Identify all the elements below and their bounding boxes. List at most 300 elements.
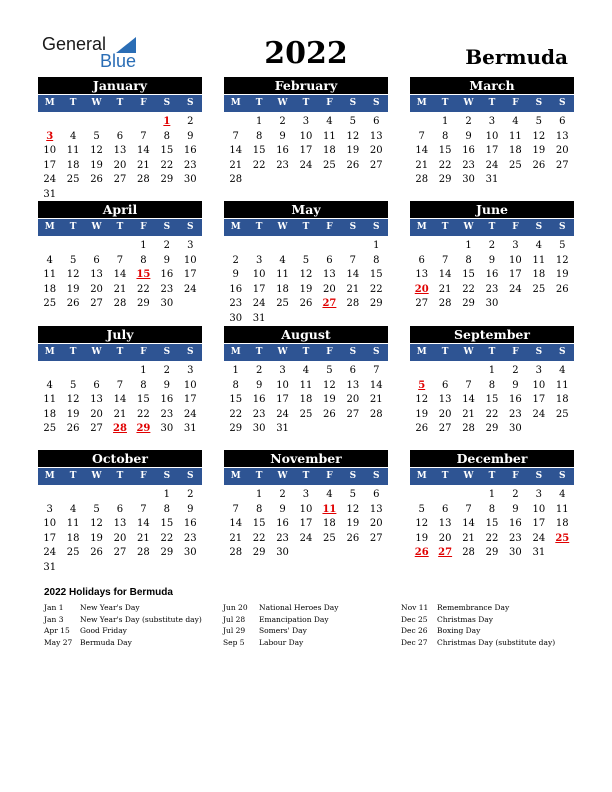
day-cell: 21 bbox=[462, 532, 475, 544]
day-cell: 12 bbox=[555, 254, 569, 266]
weekday-label: S bbox=[535, 347, 543, 357]
month-title: May bbox=[224, 201, 388, 218]
day-cell: 7 bbox=[116, 254, 124, 266]
day-cell: 19 bbox=[415, 532, 429, 544]
day-cell: 10 bbox=[252, 269, 266, 280]
weekday-label: F bbox=[140, 471, 147, 481]
day-cell bbox=[341, 173, 364, 188]
day-cell: 22 bbox=[229, 408, 243, 420]
day-cell: 10 bbox=[485, 130, 499, 142]
day-cell: 17 bbox=[485, 145, 499, 156]
day-cell bbox=[433, 239, 456, 254]
weekday-label: S bbox=[163, 471, 171, 481]
day-cell: 2 bbox=[187, 116, 194, 127]
weekday-label: T bbox=[302, 222, 310, 232]
day-cell: 22 bbox=[137, 283, 150, 295]
weekday-label: S bbox=[372, 98, 380, 108]
day-cell: 17 bbox=[276, 394, 289, 405]
day-cell: 11 bbox=[555, 503, 569, 515]
day-cell: 16 bbox=[183, 518, 197, 529]
day-cell: 17 bbox=[509, 269, 522, 280]
day-cell: 3 bbox=[279, 365, 286, 376]
month-october bbox=[38, 450, 202, 575]
day-cell: 27 bbox=[322, 298, 337, 309]
day-cell: 17 bbox=[43, 532, 57, 544]
weekday-label: T bbox=[441, 347, 449, 357]
day-cell: 14 bbox=[113, 394, 127, 405]
day-cell: 4 bbox=[326, 116, 333, 127]
weekday-label: W bbox=[463, 471, 474, 481]
day-cell: 8 bbox=[163, 503, 171, 515]
day-cell: 3 bbox=[535, 365, 543, 376]
holiday-row bbox=[44, 625, 224, 637]
day-cell bbox=[155, 188, 178, 203]
day-cell: 29 bbox=[369, 298, 383, 309]
day-cell: 15 bbox=[229, 394, 243, 405]
day-cell: 22 bbox=[252, 159, 266, 171]
holiday-date: Jan 3 bbox=[44, 614, 64, 624]
day-cell: 19 bbox=[66, 408, 80, 420]
day-cell: 27 bbox=[415, 298, 429, 309]
day-cell: 28 bbox=[113, 298, 127, 309]
day-cell: 8 bbox=[140, 254, 147, 266]
weekday-label: M bbox=[416, 98, 427, 108]
logo-text-blue: Blue bbox=[100, 51, 137, 71]
day-cell: 20 bbox=[369, 518, 383, 529]
day-cell: 10 bbox=[183, 379, 197, 391]
day-cell: 24 bbox=[183, 283, 197, 295]
day-cell: 6 bbox=[441, 379, 449, 391]
day-cell: 20 bbox=[438, 532, 452, 544]
day-cell: 29 bbox=[438, 174, 452, 185]
day-cell: 26 bbox=[90, 547, 103, 558]
day-cell: 15 bbox=[462, 269, 475, 280]
day-cell: 24 bbox=[183, 408, 197, 420]
weekday-label: T bbox=[302, 98, 310, 108]
month-title: December bbox=[410, 450, 574, 467]
day-cell: 20 bbox=[90, 283, 103, 295]
holidays-column bbox=[401, 602, 581, 648]
day-cell: 24 bbox=[276, 408, 289, 420]
day-grid bbox=[410, 488, 574, 561]
day-cell: 27 bbox=[90, 298, 103, 309]
weekday-label: F bbox=[326, 347, 333, 357]
day-cell: 26 bbox=[323, 408, 336, 420]
day-cell bbox=[410, 364, 433, 379]
day-cell: 25 bbox=[532, 283, 546, 295]
day-cell: 17 bbox=[183, 269, 197, 280]
day-cell: 22 bbox=[462, 283, 475, 295]
day-cell: 9 bbox=[163, 379, 171, 391]
day-cell: 14 bbox=[229, 518, 243, 529]
month-title: November bbox=[224, 450, 388, 467]
weekday-label: M bbox=[230, 98, 241, 108]
weekday-label: F bbox=[140, 98, 147, 108]
day-cell bbox=[132, 488, 155, 503]
weekday-header bbox=[410, 468, 574, 485]
month-december bbox=[410, 450, 574, 561]
weekday-label: W bbox=[277, 98, 288, 108]
day-cell: 15 bbox=[438, 145, 452, 156]
day-cell: 15 bbox=[136, 269, 151, 280]
day-cell: 19 bbox=[299, 283, 313, 295]
day-cell: 9 bbox=[512, 503, 519, 515]
day-cell: 7 bbox=[140, 503, 147, 515]
day-cell: 7 bbox=[232, 503, 239, 515]
holiday-name: Good Friday bbox=[80, 626, 127, 635]
day-cell: 14 bbox=[369, 379, 383, 391]
day-cell: 27 bbox=[113, 174, 127, 185]
holiday-date: Dec 27 bbox=[401, 637, 428, 647]
day-cell bbox=[551, 422, 574, 437]
day-cell: 4 bbox=[559, 489, 566, 500]
day-cell: 28 bbox=[346, 298, 360, 309]
month-july bbox=[38, 326, 202, 437]
day-cell: 21 bbox=[346, 283, 360, 295]
day-cell bbox=[433, 364, 456, 379]
day-cell: 31 bbox=[532, 547, 546, 558]
day-cell: 4 bbox=[69, 130, 77, 142]
weekday-header bbox=[38, 468, 202, 485]
day-cell: 6 bbox=[441, 503, 449, 515]
day-cell: 26 bbox=[415, 423, 429, 434]
day-cell: 18 bbox=[66, 532, 80, 544]
weekday-label: S bbox=[349, 471, 357, 481]
weekday-label: F bbox=[140, 347, 147, 357]
day-cell bbox=[38, 115, 61, 130]
weekday-header bbox=[224, 468, 388, 485]
day-cell bbox=[108, 115, 131, 130]
day-cell bbox=[224, 239, 247, 254]
day-cell: 9 bbox=[163, 254, 171, 266]
day-grid bbox=[410, 239, 574, 312]
day-cell: 13 bbox=[90, 269, 103, 280]
weekday-label: T bbox=[116, 98, 124, 108]
day-cell: 18 bbox=[323, 518, 336, 529]
day-cell bbox=[61, 239, 84, 254]
day-cell: 19 bbox=[415, 408, 429, 420]
day-cell: 28 bbox=[229, 174, 243, 185]
day-cell: 20 bbox=[90, 408, 103, 420]
day-cell: 20 bbox=[555, 145, 569, 156]
day-cell: 5 bbox=[349, 489, 357, 500]
day-cell: 31 bbox=[252, 312, 266, 324]
weekday-label: T bbox=[116, 222, 124, 232]
weekday-label: T bbox=[69, 98, 77, 108]
day-cell bbox=[318, 312, 341, 327]
weekday-label: T bbox=[488, 98, 496, 108]
weekday-label: W bbox=[277, 222, 288, 232]
day-cell: 29 bbox=[160, 547, 174, 558]
day-cell: 24 bbox=[252, 298, 266, 309]
day-cell: 27 bbox=[555, 159, 569, 171]
day-cell: 4 bbox=[69, 503, 77, 515]
weekday-label: S bbox=[349, 98, 357, 108]
day-cell: 11 bbox=[43, 394, 57, 405]
weekday-label: M bbox=[230, 471, 241, 481]
day-cell bbox=[318, 239, 341, 254]
day-cell bbox=[527, 173, 550, 188]
logo-text-general: General bbox=[42, 34, 107, 54]
day-cell bbox=[224, 488, 247, 503]
day-cell: 3 bbox=[187, 365, 194, 376]
day-cell bbox=[551, 173, 574, 188]
day-cell: 4 bbox=[46, 379, 53, 391]
month-february bbox=[224, 77, 388, 188]
holiday-row bbox=[401, 602, 581, 614]
weekday-label: F bbox=[512, 98, 519, 108]
weekday-label: F bbox=[326, 98, 333, 108]
day-cell: 28 bbox=[113, 423, 127, 434]
day-cell: 7 bbox=[465, 379, 472, 391]
weekday-label: T bbox=[441, 471, 449, 481]
day-cell bbox=[108, 239, 131, 254]
weekday-label: F bbox=[140, 222, 147, 232]
day-cell: 28 bbox=[229, 547, 243, 558]
month-august bbox=[224, 326, 388, 437]
weekday-label: W bbox=[277, 347, 288, 357]
weekday-label: M bbox=[416, 347, 427, 357]
holiday-row bbox=[223, 614, 403, 626]
day-cell bbox=[318, 173, 341, 188]
day-cell: 24 bbox=[532, 532, 546, 544]
day-cell bbox=[294, 239, 317, 254]
month-title: March bbox=[410, 77, 574, 94]
day-cell: 9 bbox=[488, 254, 496, 266]
day-cell: 20 bbox=[113, 532, 127, 544]
day-cell: 31 bbox=[276, 423, 289, 434]
weekday-label: S bbox=[163, 222, 171, 232]
day-grid bbox=[224, 115, 388, 188]
day-cell bbox=[504, 297, 527, 312]
weekday-label: T bbox=[441, 222, 449, 232]
day-cell: 1 bbox=[465, 240, 472, 251]
day-cell: 25 bbox=[43, 298, 57, 309]
day-cell: 11 bbox=[322, 503, 337, 515]
holiday-name: Bermuda Day bbox=[80, 637, 132, 647]
day-cell: 30 bbox=[509, 547, 522, 558]
day-cell bbox=[247, 173, 270, 188]
day-cell: 22 bbox=[160, 159, 174, 171]
day-cell bbox=[179, 297, 202, 312]
day-cell: 16 bbox=[160, 269, 174, 280]
day-cell: 4 bbox=[559, 365, 566, 376]
day-cell: 11 bbox=[509, 130, 522, 142]
holiday-name: Boxing Day bbox=[437, 626, 481, 635]
day-cell: 25 bbox=[66, 547, 80, 558]
day-cell: 22 bbox=[369, 283, 383, 295]
day-cell bbox=[85, 561, 108, 576]
day-cell bbox=[271, 312, 294, 327]
weekday-label: S bbox=[372, 347, 380, 357]
holiday-row bbox=[401, 637, 581, 649]
day-grid bbox=[38, 115, 202, 202]
weekday-header bbox=[38, 344, 202, 361]
day-cell: 22 bbox=[252, 532, 266, 544]
day-cell: 19 bbox=[66, 283, 80, 295]
day-cell: 3 bbox=[302, 116, 310, 127]
day-cell: 18 bbox=[555, 518, 569, 529]
weekday-label: M bbox=[416, 471, 427, 481]
day-cell: 31 bbox=[485, 174, 499, 185]
day-cell: 10 bbox=[509, 254, 522, 266]
weekday-label: W bbox=[463, 222, 474, 232]
holiday-row bbox=[44, 602, 224, 614]
weekday-header bbox=[410, 95, 574, 112]
weekday-label: M bbox=[416, 222, 427, 232]
day-cell: 1 bbox=[163, 116, 171, 127]
day-cell bbox=[341, 546, 364, 561]
day-cell: 21 bbox=[438, 283, 452, 295]
holiday-date: Dec 25 bbox=[401, 614, 428, 624]
day-cell: 12 bbox=[299, 269, 313, 280]
day-cell: 5 bbox=[93, 503, 100, 515]
day-cell: 22 bbox=[485, 532, 499, 544]
month-may bbox=[224, 201, 388, 326]
day-cell: 18 bbox=[555, 394, 569, 405]
month-title: February bbox=[224, 77, 388, 94]
day-cell: 26 bbox=[346, 159, 360, 171]
day-cell: 2 bbox=[512, 489, 519, 500]
holidays-column bbox=[223, 602, 403, 648]
day-cell: 23 bbox=[183, 532, 197, 544]
day-cell: 11 bbox=[276, 269, 289, 280]
day-cell: 5 bbox=[69, 254, 77, 266]
day-cell: 3 bbox=[535, 489, 543, 500]
day-cell: 21 bbox=[137, 532, 150, 544]
day-cell bbox=[179, 561, 202, 576]
day-cell: 9 bbox=[255, 379, 263, 391]
day-cell bbox=[504, 173, 527, 188]
holidays-title: 2022 Holidays for Bermuda bbox=[44, 587, 173, 598]
day-cell: 19 bbox=[555, 269, 569, 280]
weekday-label: F bbox=[326, 471, 333, 481]
day-cell: 16 bbox=[509, 518, 522, 529]
day-cell: 19 bbox=[346, 518, 360, 529]
day-cell: 25 bbox=[43, 423, 57, 434]
weekday-label: W bbox=[91, 471, 102, 481]
day-cell: 3 bbox=[488, 116, 496, 127]
day-cell: 23 bbox=[509, 408, 522, 420]
day-cell: 16 bbox=[160, 394, 174, 405]
holiday-date: May 27 bbox=[44, 637, 73, 647]
day-cell: 29 bbox=[462, 298, 475, 309]
day-cell: 5 bbox=[326, 365, 333, 376]
weekday-header bbox=[410, 219, 574, 236]
holiday-name: Christmas Day (substitute day) bbox=[437, 637, 556, 647]
weekday-label: T bbox=[302, 471, 310, 481]
day-cell: 25 bbox=[323, 159, 336, 171]
month-title: September bbox=[410, 326, 574, 343]
day-cell bbox=[61, 115, 84, 130]
day-cell bbox=[85, 115, 108, 130]
day-cell: 27 bbox=[90, 423, 103, 434]
day-cell: 10 bbox=[276, 379, 289, 391]
weekday-label: W bbox=[91, 98, 102, 108]
day-cell: 9 bbox=[465, 130, 472, 142]
day-cell: 30 bbox=[276, 547, 289, 558]
weekday-label: T bbox=[69, 222, 77, 232]
day-cell: 31 bbox=[43, 561, 57, 573]
day-cell: 1 bbox=[255, 116, 263, 127]
day-cell: 3 bbox=[302, 489, 310, 500]
day-cell: 13 bbox=[113, 518, 127, 529]
day-cell bbox=[38, 239, 61, 254]
day-cell: 23 bbox=[160, 283, 174, 295]
weekday-label: M bbox=[230, 222, 241, 232]
day-cell: 1 bbox=[140, 240, 147, 251]
weekday-label: M bbox=[44, 471, 55, 481]
day-cell: 18 bbox=[323, 145, 336, 156]
day-cell: 13 bbox=[369, 503, 383, 515]
day-cell: 30 bbox=[160, 423, 174, 434]
day-cell: 19 bbox=[532, 145, 546, 156]
day-cell: 4 bbox=[512, 116, 519, 127]
day-cell: 17 bbox=[183, 394, 197, 405]
weekday-label: S bbox=[349, 347, 357, 357]
weekday-label: W bbox=[91, 222, 102, 232]
day-cell: 29 bbox=[252, 547, 266, 558]
day-cell: 1 bbox=[373, 240, 380, 251]
holiday-name: Emancipation Day bbox=[259, 614, 329, 624]
day-cell: 6 bbox=[326, 254, 333, 266]
day-cell: 27 bbox=[113, 547, 127, 558]
day-cell: 6 bbox=[93, 254, 100, 266]
day-cell: 16 bbox=[485, 269, 499, 280]
day-cell: 23 bbox=[462, 159, 475, 171]
day-cell: 8 bbox=[255, 503, 263, 515]
weekday-label: S bbox=[186, 98, 194, 108]
day-cell: 17 bbox=[532, 394, 546, 405]
weekday-label: S bbox=[535, 222, 543, 232]
day-cell: 29 bbox=[136, 423, 151, 434]
weekday-label: M bbox=[44, 98, 55, 108]
holiday-row bbox=[223, 625, 403, 637]
day-cell: 5 bbox=[349, 116, 357, 127]
day-cell: 23 bbox=[252, 408, 266, 420]
weekday-label: F bbox=[326, 222, 333, 232]
holiday-row bbox=[223, 637, 403, 649]
weekday-header bbox=[38, 219, 202, 236]
day-cell: 1 bbox=[488, 489, 496, 500]
day-cell: 4 bbox=[535, 240, 543, 251]
day-cell: 31 bbox=[43, 188, 57, 200]
holiday-name: New Year's Day bbox=[80, 603, 140, 612]
month-september bbox=[410, 326, 574, 437]
day-cell: 14 bbox=[438, 269, 452, 280]
day-grid bbox=[38, 239, 202, 312]
day-cell: 12 bbox=[90, 145, 103, 156]
day-cell: 21 bbox=[415, 159, 429, 171]
day-cell bbox=[527, 297, 550, 312]
weekday-header bbox=[410, 344, 574, 361]
holiday-name: Labour Day bbox=[259, 637, 304, 647]
day-cell: 26 bbox=[555, 283, 569, 295]
day-cell: 25 bbox=[323, 532, 336, 544]
day-cell bbox=[108, 364, 131, 379]
day-cell: 14 bbox=[113, 269, 127, 280]
day-cell: 2 bbox=[279, 116, 286, 127]
day-cell: 15 bbox=[485, 518, 499, 529]
day-cell: 27 bbox=[369, 159, 383, 171]
weekday-label: W bbox=[463, 98, 474, 108]
day-cell: 6 bbox=[116, 130, 124, 142]
day-cell: 5 bbox=[418, 503, 425, 515]
holiday-name: National Heroes Day bbox=[259, 603, 339, 612]
weekday-header bbox=[224, 95, 388, 112]
day-cell: 30 bbox=[183, 547, 197, 558]
day-cell: 21 bbox=[462, 408, 475, 420]
